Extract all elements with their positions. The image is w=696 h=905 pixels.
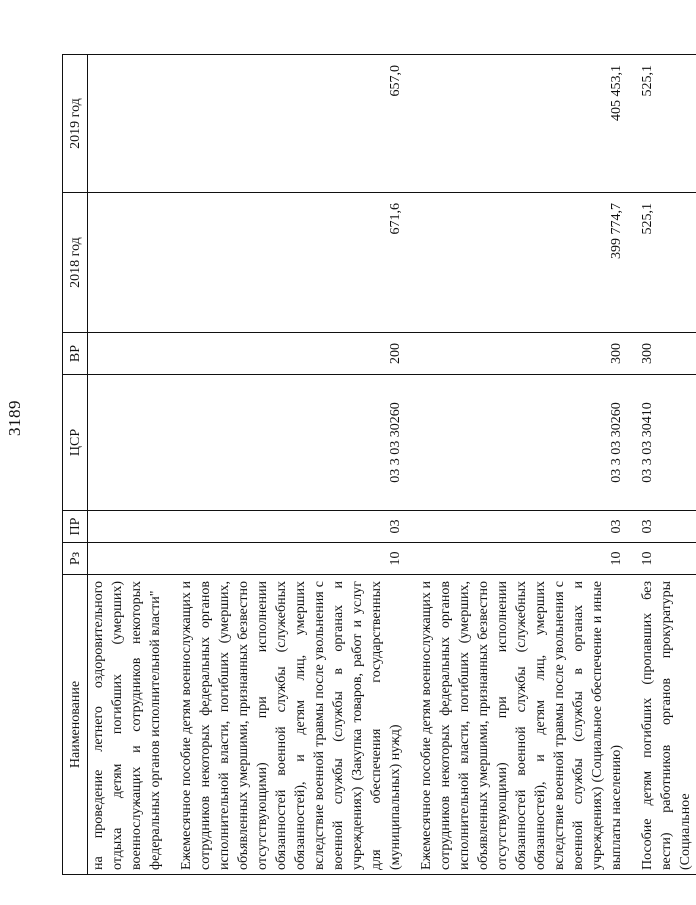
row-2019: 525,1 [637, 55, 696, 193]
row-pr: 03 [176, 511, 406, 543]
row-csr: 03 3 03 30260 [416, 375, 627, 511]
row-csr [88, 375, 167, 511]
table-row [637, 55, 696, 875]
row-vr: 300 [416, 333, 627, 375]
table-row [88, 55, 167, 875]
header-csr: ЦСР [63, 375, 88, 511]
row-spacer [406, 55, 416, 875]
row-2018 [88, 193, 167, 333]
row-csr: 03 3 03 30260 [176, 375, 406, 511]
header-2019: 2019 год [63, 55, 88, 193]
row-rz: 10 [176, 543, 406, 575]
row-pr: 03 [637, 511, 696, 543]
budget-table-sheet [62, 55, 693, 875]
row-2018: 671,6 [176, 193, 406, 333]
row-name: Пособие детям погибших (пропавших без вести) работников органов прокуратуры (Социальное [637, 575, 696, 875]
header-rz: Рз [63, 543, 88, 575]
row-2019 [88, 55, 167, 193]
row-spacer [166, 55, 176, 875]
row-vr [88, 333, 167, 375]
header-vr: ВР [63, 333, 88, 375]
page-number: 3189 [5, 400, 24, 436]
row-vr: 300 [637, 333, 696, 375]
row-2018: 525,1 [637, 193, 696, 333]
row-name: Ежемесячное пособие детям военнослужащих и сотрудников некоторых федеральных органов исполнительной власти, погибших (умерших, объявленных умершими, признанных безвестно отсутствующими) при исполнении обязанностей военной службы (служебных обязанностей), и детям лиц, умерших вследствие военной травмы после увольнения с военной службы (службы в органах и учреждениях) (Закупка товаров, работ и услуг для обеспечения государственных (муниципальных) нужд) [176, 575, 406, 875]
row-vr: 200 [176, 333, 406, 375]
row-2019: 405 453,1 [416, 55, 627, 193]
table-row [176, 55, 406, 875]
row-2018: 399 774,7 [416, 193, 627, 333]
row-spacer [627, 55, 637, 875]
row-2019: 657,0 [176, 55, 406, 193]
row-name: на проведение летнего оздоровительного отдыха детям погибших (умерших) военнослужащих и сотрудников некоторых федеральных органов исполнительной власти" [88, 575, 167, 875]
row-name: Ежемесячное пособие детям военнослужащих и сотрудников некоторых федеральных органов исполнительной власти, погибших (умерших, объявленных умершими, признанных безвестно отсутствующими) при исполнении обязанностей военной службы (служебных обязанностей), и детям лиц, умерших вследствие военной травмы после увольнения с военной службы (службы в органах и учреждениях) (Социальное обеспечение и иные выплаты населению) [416, 575, 627, 875]
header-2018: 2018 год [63, 193, 88, 333]
budget-table [62, 54, 696, 875]
table-row [416, 55, 627, 875]
row-rz [88, 543, 167, 575]
row-rz: 10 [637, 543, 696, 575]
header-pr: ПР [63, 511, 88, 543]
header-name: Наименование [63, 575, 88, 875]
row-csr: 03 3 03 30410 [637, 375, 696, 511]
row-pr [88, 511, 167, 543]
row-pr: 03 [416, 511, 627, 543]
table-header-row [63, 55, 88, 875]
row-rz: 10 [416, 543, 627, 575]
